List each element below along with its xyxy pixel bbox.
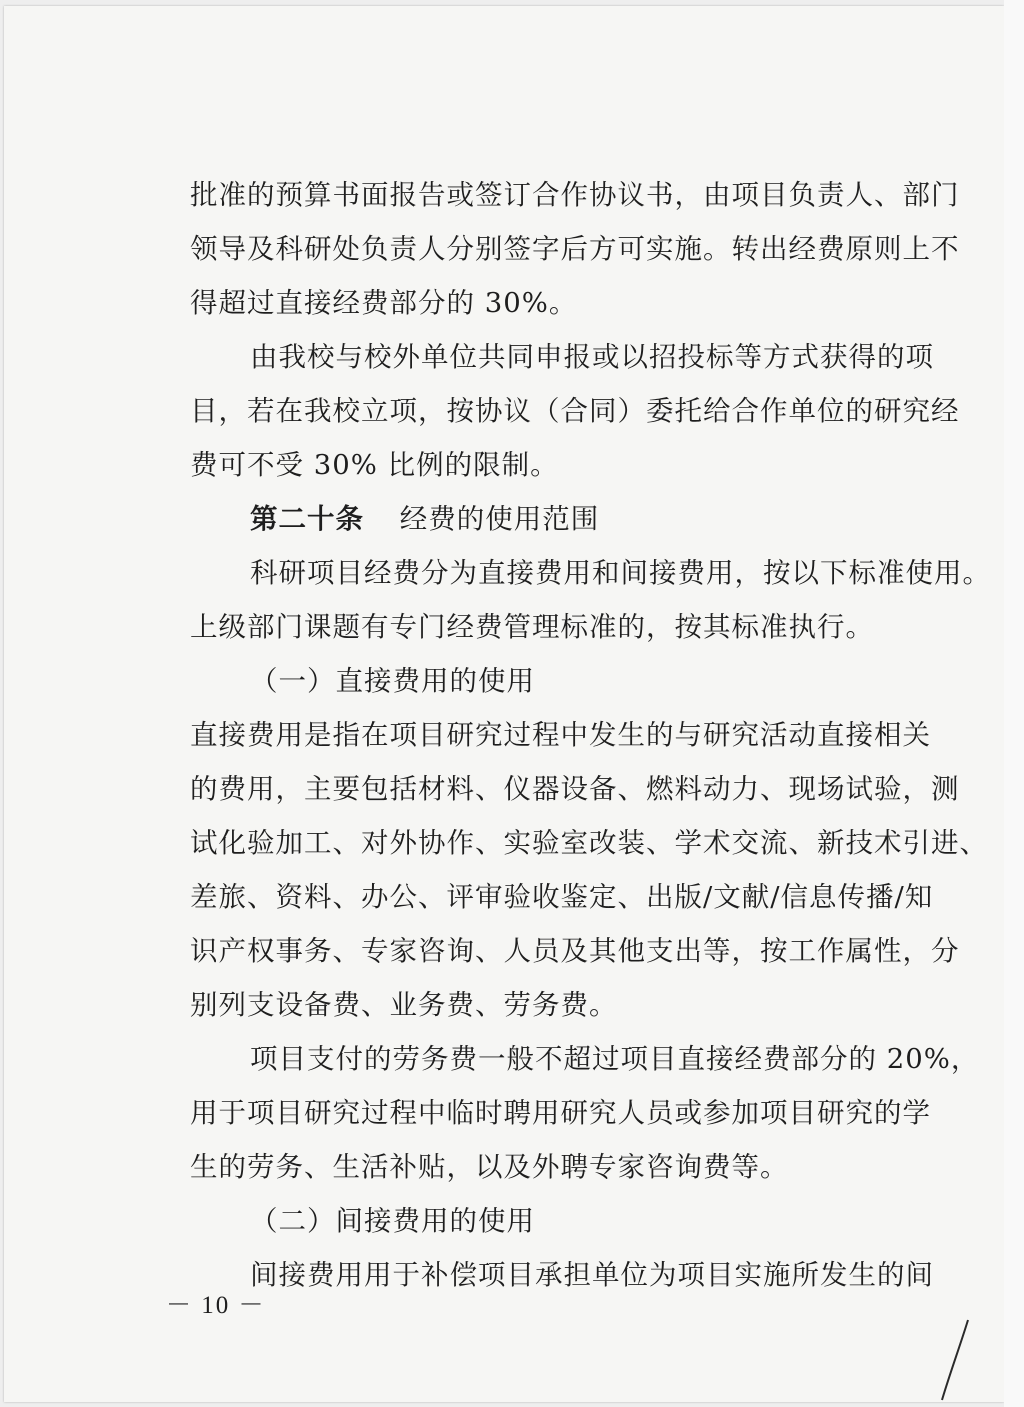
p4-line-4: 差旅、资料、办公、评审验收鉴定、出版/文献/信息传播/知 (190, 881, 934, 913)
subheading-direct-costs: （一）直接费用的使用 (250, 665, 535, 697)
p5-line-1: 项目支付的劳务费一般不超过项目直接经费部分的 20%， (250, 1043, 980, 1075)
p1-line-2: 领导及科研处负责人分别签字后方可实施。转出经费原则上不 (190, 233, 960, 265)
article-heading (190, 492, 880, 546)
document-body (190, 168, 991, 1302)
subheading-indirect-costs: （二）间接费用的使用 (250, 1205, 535, 1237)
p3-line-1: 科研项目经费分为直接费用和间接费用，按以下标准使用。 (250, 557, 991, 589)
p4-line-5: 识产权事务、专家咨询、人员及其他支出等，按工作属性，分 (190, 935, 960, 967)
page-number: － 10 － (166, 1292, 266, 1319)
p3-line-2: 上级部门课题有专门经费管理标准的，按其标准执行。 (190, 611, 874, 643)
p4-line-2: 的费用，主要包括材料、仪器设备、燃料动力、现场试验，测 (190, 773, 960, 805)
article-title: 经费的使用范围 (399, 503, 600, 535)
p2-line-1: 由我校与校外单位共同申报或以招投标等方式获得的项 (250, 341, 934, 373)
p5-line-2: 用于项目研究过程中临时聘用研究人员或参加项目研究的学 (190, 1097, 931, 1129)
p5-line-3: 生的劳务、生活补贴，以及外聘专家咨询费等。 (190, 1151, 789, 1183)
p4-line-1: 直接费用是指在项目研究过程中发生的与研究活动直接相关 (190, 719, 931, 751)
p1-line-1: 批准的预算书面报告或签订合作协议书，由项目负责人、部门 (190, 179, 960, 211)
p1-line-3: 得超过直接经费部分的 30%。 (190, 287, 578, 319)
article-number: 第二十条 (250, 503, 364, 535)
p2-line-2: 目，若在我校立项，按协议（合同）委托给合作单位的研究经 (190, 395, 960, 427)
scan-edge (1004, 0, 1024, 1407)
p4-line-6: 别列支设备费、业务费、劳务费。 (190, 989, 618, 1021)
pen-stroke-mark (936, 1318, 976, 1403)
p2-line-3: 费可不受 30% 比例的限制。 (190, 449, 559, 481)
p6-line-1: 间接费用用于补偿项目承担单位为项目实施所发生的间 (250, 1259, 934, 1291)
p4-line-3: 试化验加工、对外协作、实验室改装、学术交流、新技术引进、 (190, 827, 988, 859)
